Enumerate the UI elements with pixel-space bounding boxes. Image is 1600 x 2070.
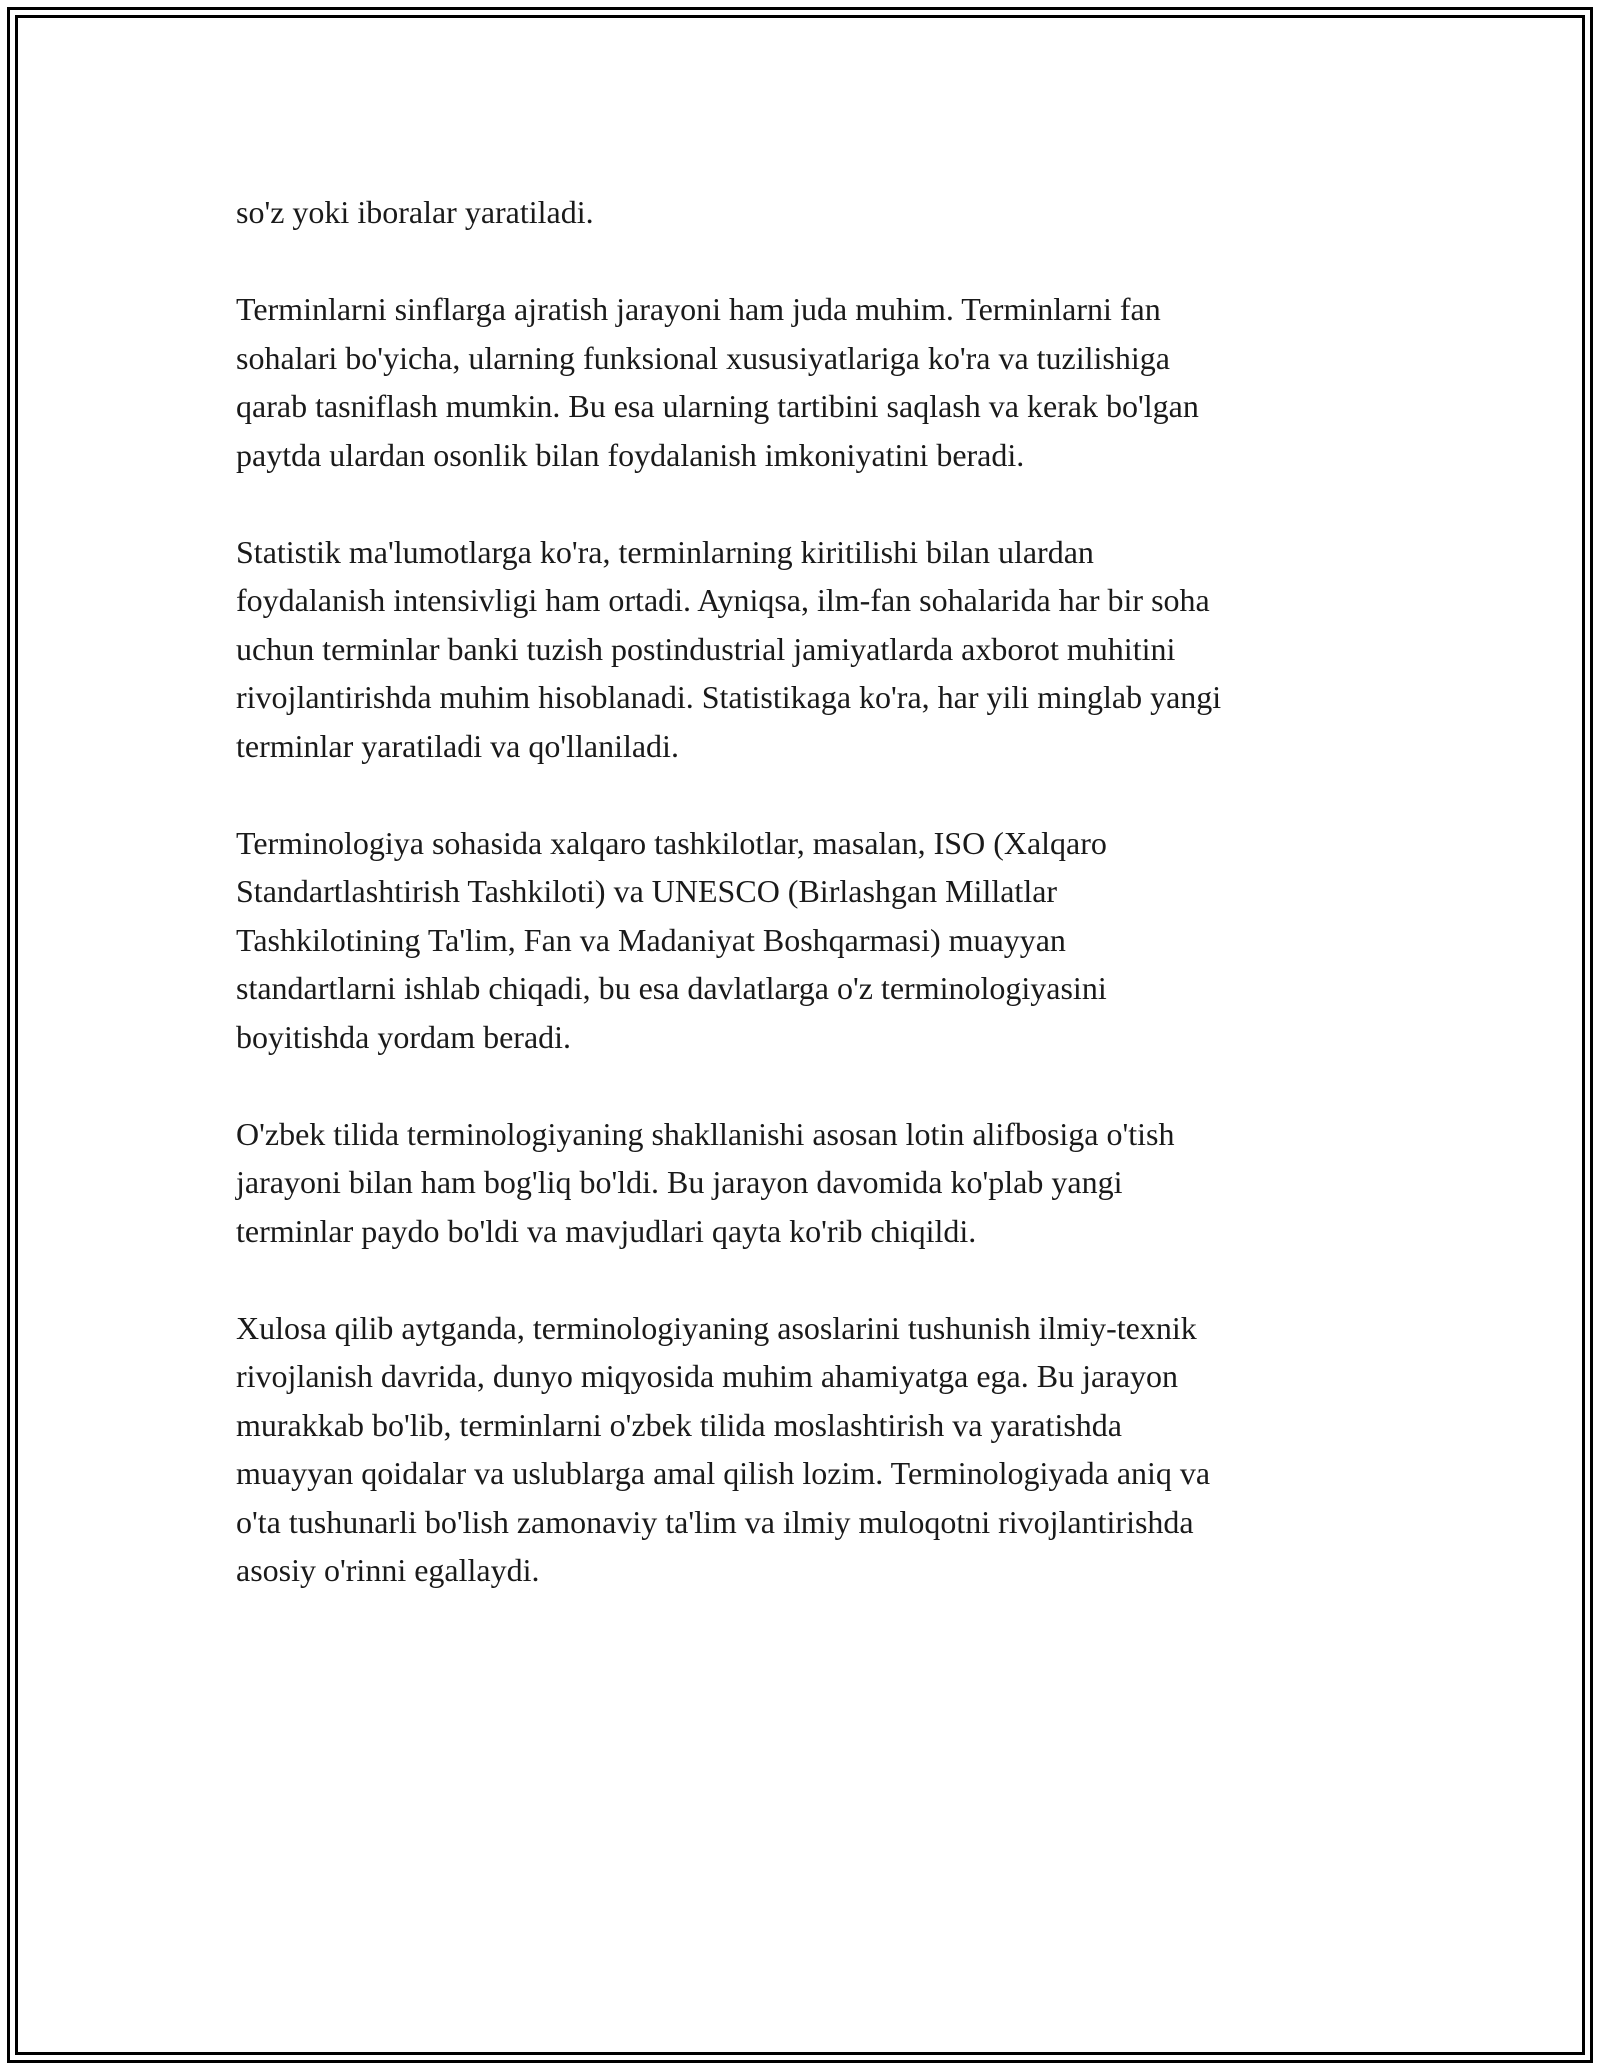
document-body <box>236 188 1381 1643</box>
text-line: foydalanish intensivligi ham ortadi. Ayniqsa, ilm-fan sohalarida har bir soha <box>236 582 1210 618</box>
text-line: Tashkilotining Ta'lim, Fan va Madaniyat Boshqarmasi) muayyan <box>236 921 1066 958</box>
text-line: muayyan qoidalar va uslublarga amal qilish lozim. Terminologiyada aniq va <box>236 1455 1211 1491</box>
paragraph <box>236 1110 1381 1256</box>
text-line: rivojlanish davrida, dunyo miqyosida muhim ahamiyatga ega. Bu jarayon <box>236 1358 1179 1394</box>
text-line: so'z yoki iboralar yaratiladi. <box>236 194 594 230</box>
text-line: qarab tasniflash mumkin. Bu esa ularning tartibini saqlash va kerak bo'lgan <box>236 388 1199 424</box>
text-line: uchun terminlar banki tuzish postindustrial jamiyatlarda axborot muhitini <box>236 630 1176 667</box>
text-line: asosiy o'rinni egallaydi. <box>236 1552 540 1588</box>
text-line: Terminlarni sinflarga ajratish jarayoni ham juda muhim. Terminlarni fan <box>236 291 1161 327</box>
paragraph <box>236 188 1381 237</box>
text-line: rivojlantirishda muhim hisoblanadi. Statistikaga ko'ra, har yili minglab yangi <box>236 679 1222 715</box>
text-line: O'zbek tilida terminologiyaning shakllanishi asosan lotin alifbosiga o'tish <box>236 1115 1175 1152</box>
text-line: jarayoni bilan ham bog'liq bo'ldi. Bu jarayon davomida ko'plab yangi <box>236 1164 1123 1200</box>
text-line: paytda ulardan osonlik bilan foydalanish imkoniyatini beradi. <box>236 436 1025 473</box>
text-line: boyitishda yordam beradi. <box>236 1018 572 1055</box>
paragraph <box>236 819 1381 1062</box>
paragraph <box>236 528 1381 771</box>
text-line: terminlar yaratiladi va qo'llaniladi. <box>236 727 679 764</box>
text-line: standartlarni ishlab chiqadi, bu esa davlatlarga o'z terminologiyasini <box>236 970 1107 1006</box>
paragraph <box>236 1304 1381 1595</box>
text-line: sohalari bo'yicha, ularning funksional xususiyatlariga ko'ra va tuzilishiga <box>236 339 1170 376</box>
text-line: o'ta tushunarli bo'lish zamonaviy ta'lim va ilmiy muloqotni rivojlantirishda <box>236 1503 1194 1540</box>
text-line: murakkab bo'lib, terminlarni o'zbek tilida moslashtirish va yaratishda <box>236 1406 1122 1443</box>
text-line: Statistik ma'lumotlarga ko'ra, terminlarning kiritilishi bilan ulardan <box>236 533 1094 570</box>
text-line: Xulosa qilib aytganda, terminologiyaning asoslarini tushunish ilmiy-texnik <box>236 1309 1197 1346</box>
text-line: Terminologiya sohasida xalqaro tashkilotlar, masalan, ISO (Xalqaro <box>236 824 1107 861</box>
paragraph <box>236 285 1381 479</box>
text-line: terminlar paydo bo'ldi va mavjudlari qayta ko'rib chiqildi. <box>236 1212 977 1249</box>
text-line: Standartlashtirish Tashkiloti) va UNESCO (Birlashgan Millatlar <box>236 873 1058 909</box>
